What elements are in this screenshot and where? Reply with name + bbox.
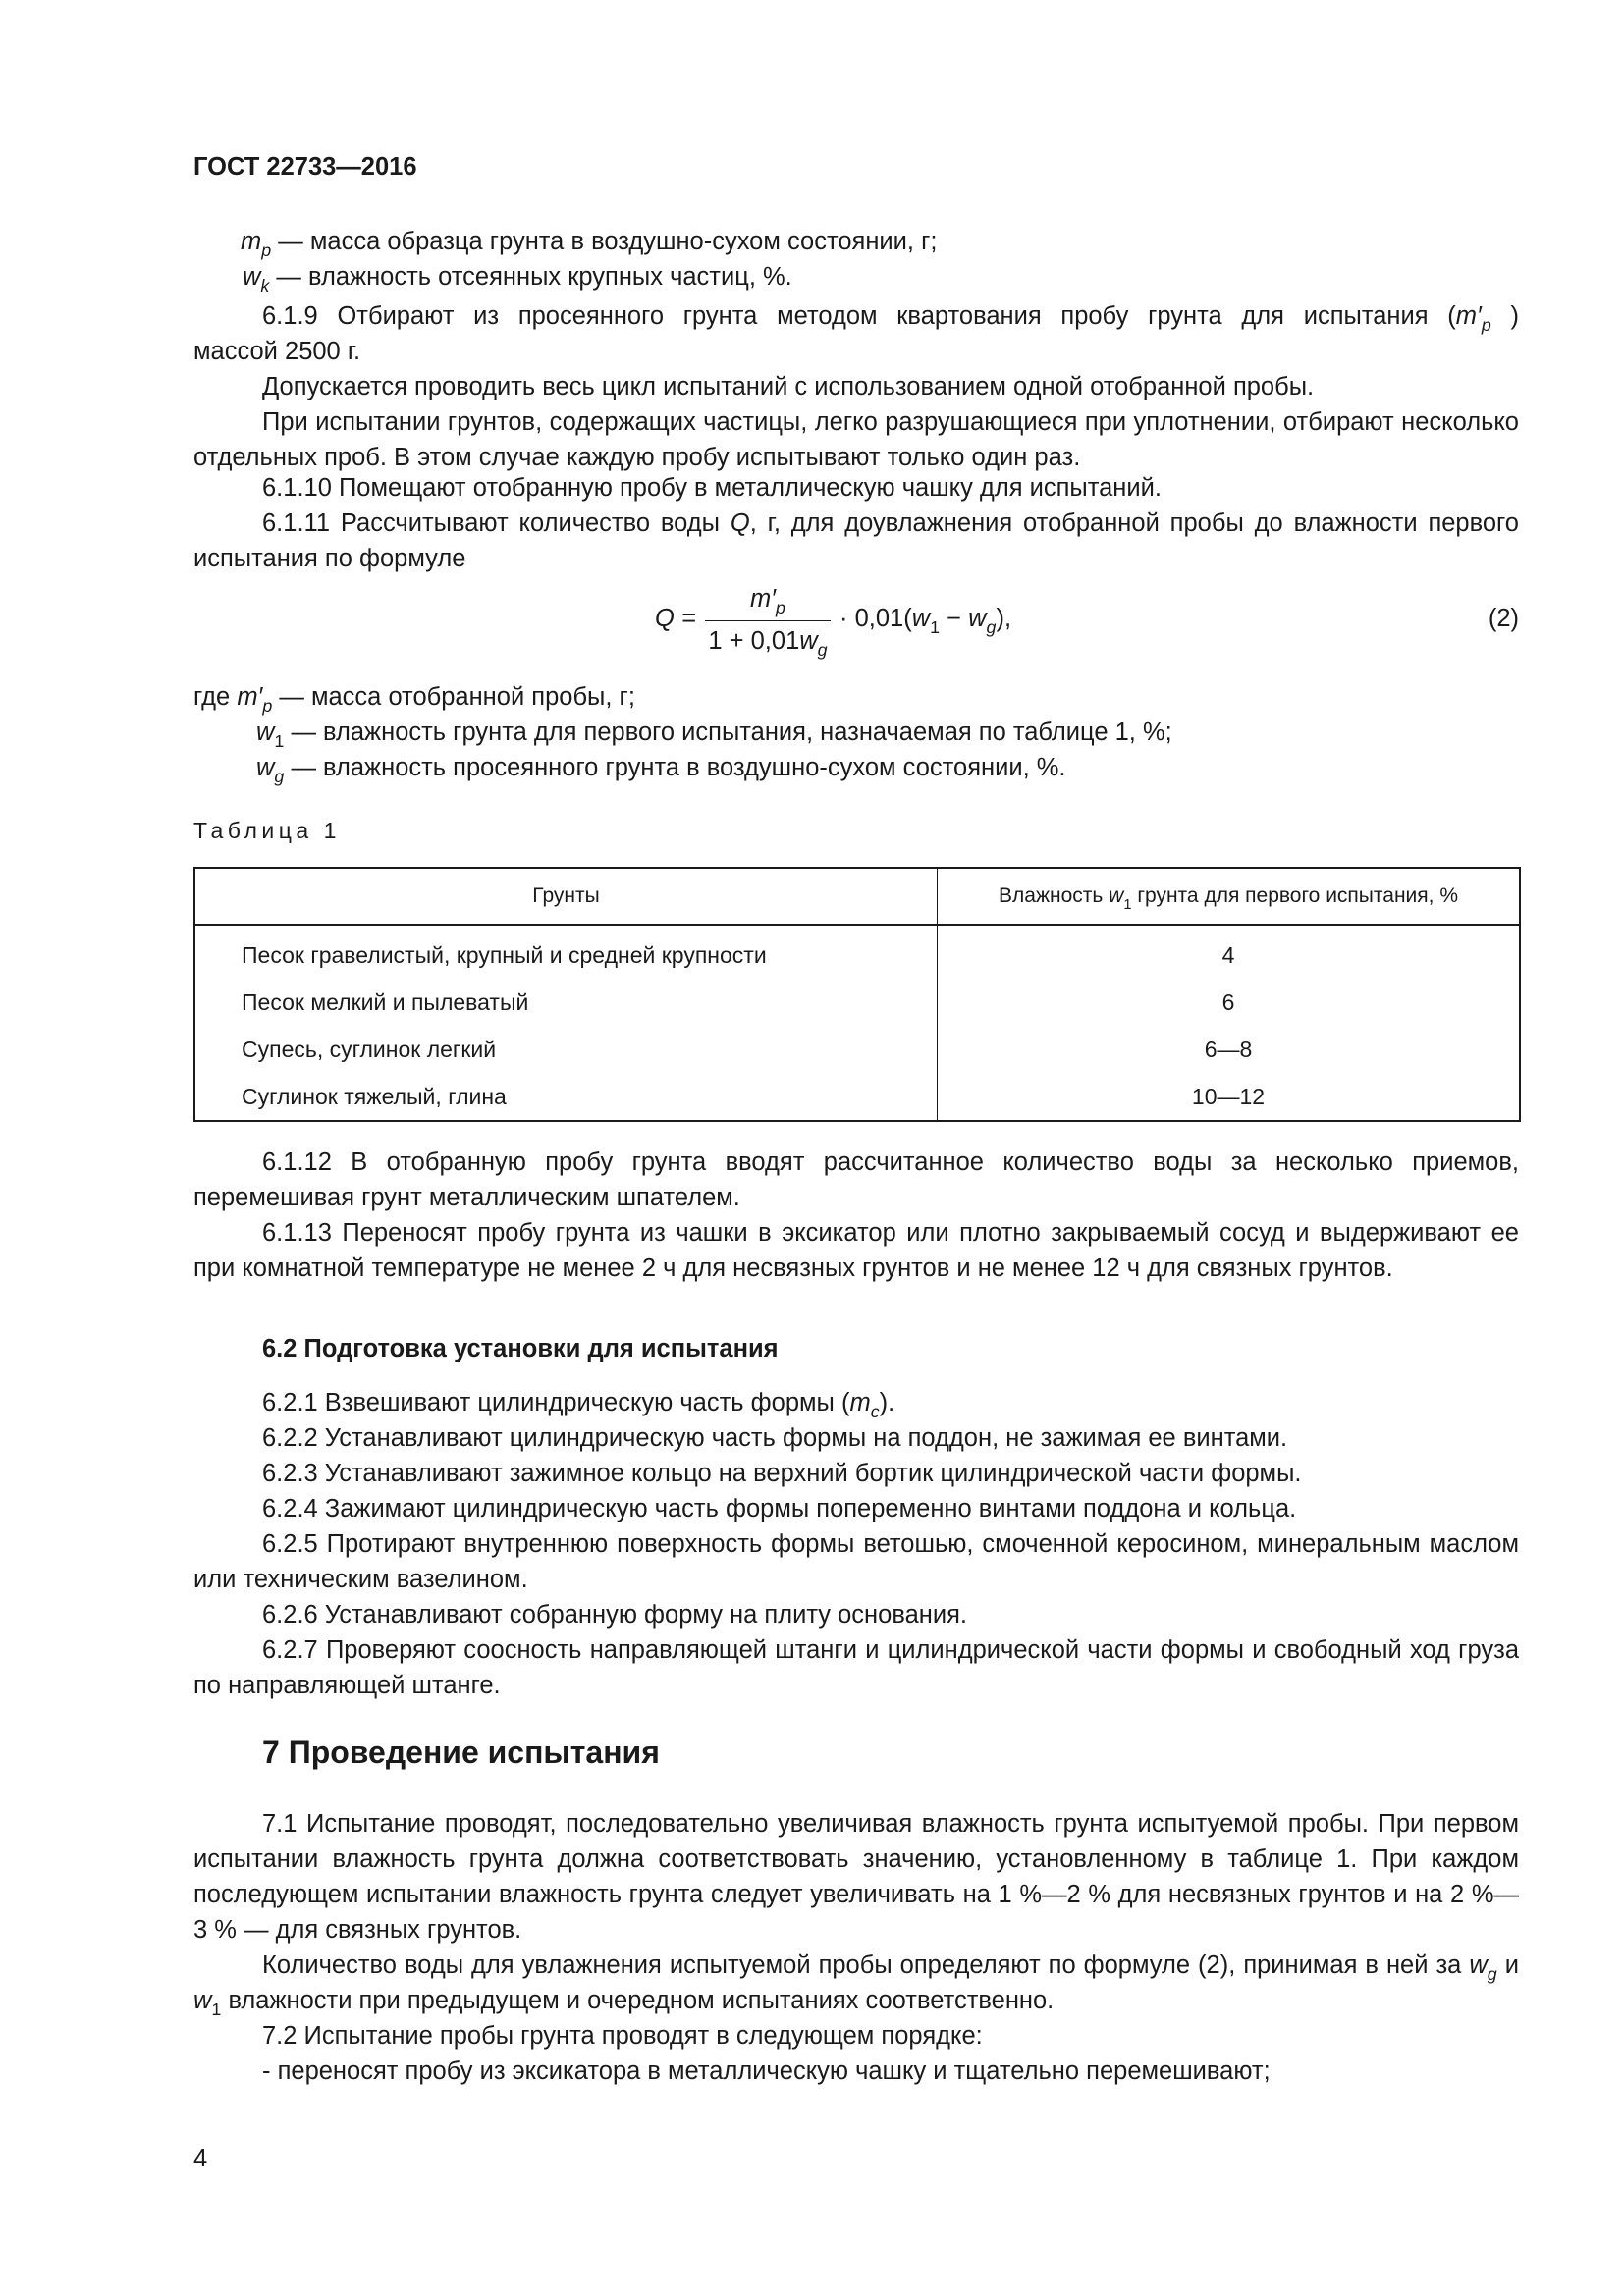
- legend-item: где $m'_р$ — масса отобранной пробы, г;: [193, 683, 635, 716]
- soil-cell: Суглинок тяжелый, глина: [194, 1073, 938, 1121]
- page-number: 4: [193, 2145, 208, 2172]
- moisture-cell: 6—8: [938, 1026, 1521, 1073]
- legend-item: $w_k$ — влажность отсеянных крупных частиц, %.: [243, 263, 792, 295]
- paragraph-6-2-3: 6.2.3 Устанавливают зажимное кольцо на верхний бортик цилиндрической части формы.: [262, 1460, 1302, 1487]
- paragraph-6-2-6: 6.2.6 Устанавливают собранную форму на плиту основания.: [262, 1601, 967, 1629]
- list-item: - переносят пробу из эксикатора в металлическую чашку и тщательно перемешивают;: [262, 2057, 1271, 2085]
- table-header-row: [194, 868, 1520, 925]
- legend-item: $w_1$ — влажность грунта для первого испытания, назначаемая по таблице 1, %;: [256, 719, 1172, 751]
- soil-cell: Песок мелкий и пылеватый: [194, 979, 938, 1026]
- heading-7: 7 Проведение испытания: [262, 1735, 660, 1770]
- table-caption: Таблица 1: [193, 818, 341, 843]
- table-row: [194, 1026, 1520, 1073]
- heading-6-2: 6.2 Подготовка установки для испытания: [262, 1335, 779, 1362]
- paragraph-water: Количество воды для увлажнения испытуемой пробы определяют по формуле (2), принимая в ней за $w_g$ и $w_1$ влажности при предыдущем и очередном испытаниях соответственно.: [193, 1951, 1519, 2019]
- paragraph-6-2-4: 6.2.4 Зажимают цилиндрическую часть формы попеременно винтами поддона и кольца.: [262, 1495, 1297, 1522]
- legend-formula: [193, 679, 1519, 785]
- legend-item: $w_g$ — влажность просеянного грунта в воздушно-сухом состоянии, %.: [256, 754, 1066, 786]
- paragraph-6-1-13: 6.1.13 Переносят пробу грунта из чашки в эксикатор или плотно закрываемый сосуд и выдерживают ее при комнатной температуре не менее 2 ч для несвязных грунтов и не менее 12 ч для связных грунтов.: [193, 1219, 1519, 1282]
- soil-cell: Песок гравелистый, крупный и средней крупности: [194, 925, 938, 979]
- paragraph-6-2-7: 6.2.7 Проверяют соосность направляющей штанги и цилиндрической части формы и свободный ход груза по направляющей штанге.: [193, 1636, 1519, 1699]
- paragraph-6-2-2: 6.2.2 Устанавливают цилиндрическую часть формы на поддон, не зажимая ее винтами.: [262, 1424, 1288, 1452]
- table-row: [194, 979, 1520, 1026]
- paragraph-7-2: 7.2 Испытание пробы грунта проводят в следующем порядке:: [262, 2022, 983, 2050]
- paragraph-allow: Допускается проводить весь цикл испытаний с использованием одной отобранной пробы.: [262, 373, 1315, 400]
- paragraph-6-2-5: 6.2.5 Протирают внутреннюю поверхность формы ветошью, смоченной керосином, минеральным маслом или техническим вазелином.: [193, 1530, 1519, 1593]
- document-header: ГОСТ 22733—2016: [193, 153, 417, 181]
- column-header-soils: Грунты: [194, 868, 938, 925]
- formula-number: (2): [1488, 605, 1519, 632]
- table-row: [194, 1073, 1520, 1121]
- formula-2: Q = $m'_р$ $1 + 0,01w_g$ · $0,01(w_1 - w_g)$, (2): [193, 579, 1519, 667]
- paragraph-particles: При испытании грунтов, содержащих частицы, легко разрушающиеся при уплотнении, отбирают несколько отдельных проб. В этом случае каждую пробу испытывают только один раз.: [193, 408, 1519, 471]
- paragraph-6-1-9: 6.1.9 Отбирают из просеянного грунта методом квартования пробу грунта для испытания ($m'_р$ ) массой 2500 г.: [193, 302, 1519, 365]
- legend-item: $m_р$ — масса образца грунта в воздушно-сухом состоянии, г;: [241, 228, 938, 260]
- moisture-cell: 6: [938, 979, 1521, 1026]
- paragraph-6-2-1: 6.2.1 Взвешивают цилиндрическую часть формы $(m_c)$.: [262, 1389, 895, 1421]
- table-1: [193, 867, 1521, 1122]
- paragraph-6-1-12: 6.1.12 В отобранную пробу грунта вводят рассчитанное количество воды за несколько приемов, перемешивая грунт металлическим шпателем.: [193, 1148, 1519, 1211]
- paragraph-7-1: 7.1 Испытание проводят, последовательно увеличивая влажность грунта испытуемой пробы. При первом испытании влажность грунта должна соответствовать значению, установленному в таблице 1. При каждом последующем испытании влажность грунта следует увеличивать на 1 %—2 % для несвязных грунтов и на 2 %—3 % — для связных грунтов.: [193, 1810, 1519, 1944]
- formula-fraction: $m'_р$ $1 + 0,01w_g$: [699, 579, 837, 661]
- moisture-cell: 10—12: [938, 1073, 1521, 1121]
- column-header-moisture: Влажность $w_1$ грунта для первого испытания, %: [938, 868, 1521, 925]
- formula-lhs: Q =: [655, 605, 696, 632]
- moisture-cell: 4: [938, 925, 1521, 979]
- paragraph-6-1-10: 6.1.10 Помещают отобранную пробу в металлическую чашку для испытаний.: [262, 474, 1162, 502]
- soil-cell: Супесь, суглинок легкий: [194, 1026, 938, 1073]
- table-row: [194, 925, 1520, 979]
- paragraph-6-1-11: 6.1.11 Рассчитывают количество воды Q, г, для доувлажнения отобранной пробы до влажности первого испытания по формуле: [193, 509, 1519, 572]
- legend-top: [193, 224, 1519, 294]
